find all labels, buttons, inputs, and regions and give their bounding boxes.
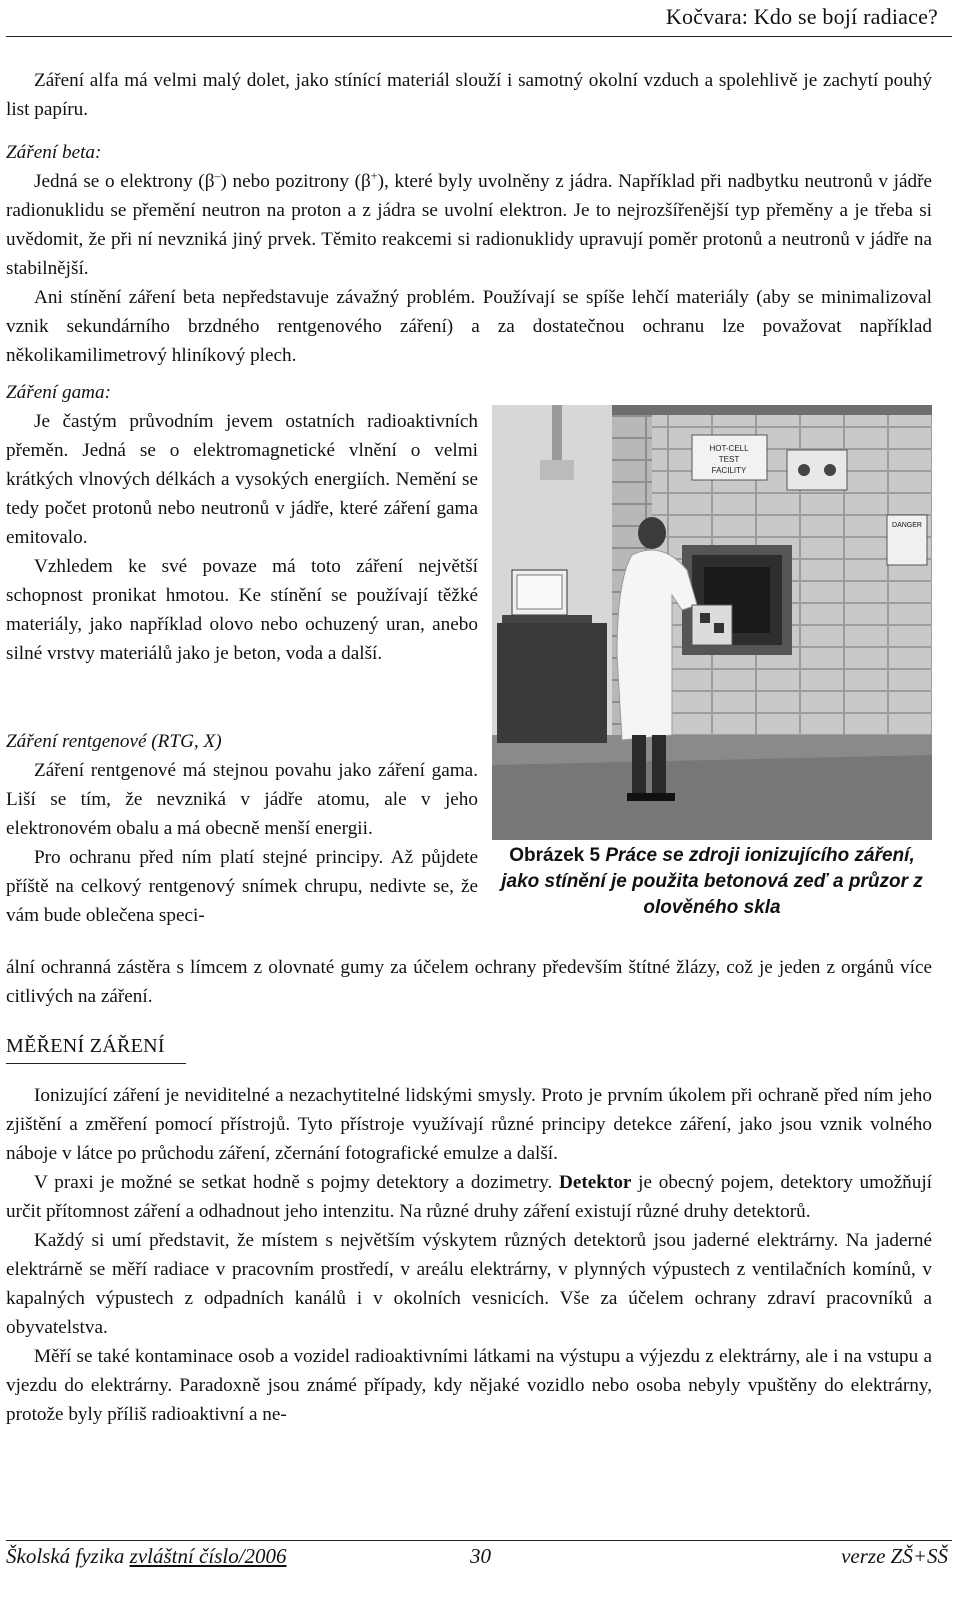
beta-p1-part3: ), které byly uvolněny z jádra. Například při nadbytku neutronů v jádře radionuklidu se přemění neutron na proton a z jádra se uvolní elektron. Je to nejrozšířenější typ přeměny a je třeba si uvědomit, že při ní nevzniká jiný prvek. Těmito reakcemi si radionuklidy upravují poměr protonů a neutronů v jádře na stabilnější. — [6, 171, 932, 279]
mereni-paragraph-1: Ionizující záření je neviditelné a nezachytitelné lidskými smysly. Proto je prvním úkolem při ochraně před ním jeho zjištění a změření pomocí přístrojů. Tyto přístroje využívají různé principy detekce záření, jako jsou vznik volného náboje v látce po průchodu záření, zčernání fotografické emulze a další. — [6, 1085, 932, 1164]
footer-issue: zvláštní číslo/2006 — [129, 1544, 287, 1568]
gama-section — [6, 378, 478, 668]
rtg-heading: Záření rentgenové (RTG, X) — [6, 731, 222, 752]
caption-label: Obrázek 5 — [509, 845, 601, 866]
beta-heading: Záření beta: — [6, 142, 102, 163]
rtg-paragraph-1: Záření rentgenové má stejnou povahu jako záření gama. Liší se tím, že nevzniká v jádře atomu, ale v jeho elektronovém obalu a má obecně menší energii. — [6, 760, 478, 839]
alpha-section — [6, 66, 932, 124]
page-number: 30 — [470, 1544, 491, 1568]
section-title-mereni: MĚŘENÍ ZÁŘENÍ — [6, 1035, 165, 1057]
sign-text: HOT-CELL — [709, 444, 749, 453]
header-divider — [6, 36, 952, 37]
beta-paragraph-2: Ani stínění záření beta nepředstavuje závažný problém. Používají se spíše lehčí materiály (aby se minimalizoval vznik sekundárního brzdného rentgenového záření) a za dostatečnou ochranu lze považovat například několikamilimetrový hliníkový plech. — [6, 287, 932, 366]
footer-divider — [6, 1540, 952, 1541]
beta-p1-part2: ) nebo pozitrony (β — [220, 171, 371, 192]
beta-minus-sup: – — [214, 168, 221, 183]
footer-version: verze ZŠ+SŠ — [841, 1544, 948, 1568]
svg-text:FACILITY: FACILITY — [711, 466, 747, 475]
svg-text:TEST: TEST — [718, 455, 740, 464]
gama-paragraph-2: Vzhledem ke své povaze má toto záření největší schopnost pronikat hmotou. Ke stínění se používají těžké materiály, jako například olovo nebo ochuzený uran, anebo silné vrstvy materiálů jako je beton, voda a další. — [6, 556, 478, 664]
caption-text: Práce se zdroji ionizujícího záření, jako stínění je použita betonová zeď a průzor z olověného skla — [501, 845, 923, 918]
mereni-paragraph-3: Každý si umí představit, že místem s největším výskytem různých detektorů jsou jaderné elektrárny. Na jaderné elektrárně se měří radiace v pracovním prostředí, v areálu elektrárny, v plynných výpustech z ventilačních komínů, v kapalných výpustech z odpadních kanálů i v okolních vesnicích. Vše za účelem ochrany zdraví pracovníků a obyvatelstva. — [6, 1230, 932, 1338]
rtg-paragraph-2b: ální ochranná zástěra s límcem z olovnaté gumy za účelem ochrany především štítné žlázy, což je jeden z orgánů více citlivých na záření. — [6, 957, 932, 1007]
mereni-paragraph-4: Měří se také kontaminace osob a vozidel radioaktivními látkami na výstupu a výjezdu z elektrárny, ale i na vstupu a vjezdu do elektrárny. Paradoxně jsou známé případy, kdy nějaké vozidlo nebo osoba nebyly vpuštěny do elektrárny, protože byly příliš radioaktivní a ne- — [6, 1346, 932, 1425]
beta-plus-sup: + — [370, 168, 378, 183]
mereni-p2-before: V praxi je možné se setkat hodně s pojmy detektory a dozimetry. — [34, 1172, 559, 1193]
mereni-p2-after: je obecný pojem, detektory umožňují určit přítomnost záření a odhadnout jeho intenzitu. Na různé druhy záření existují různé druhy detektorů. — [6, 1172, 932, 1222]
gama-heading: Záření gama: — [6, 382, 111, 403]
danger-sign-text: DANGER — [892, 522, 922, 529]
hot-cell-photo — [492, 405, 932, 840]
footer-journal-name: Školská fyzika — [6, 1544, 130, 1568]
section-title-underline — [6, 1063, 186, 1064]
mereni-paragraph-2 — [6, 1168, 932, 1226]
beta-p1-part1: Jedná se o elektrony (β — [34, 171, 215, 192]
gama-paragraph-1: Je častým průvodním jevem ostatních radioaktivních přeměn. Jedná se o elektromagnetické vlnění o velmi krátkých vlnových délkách a vysokých energiích. Nemění se tedy počet protonů nebo neutronů v jádře, které záření gama emitovalo. — [6, 411, 478, 548]
detektor-term: Detektor — [559, 1172, 632, 1193]
running-header: Kočvara: Kdo se bojí radiace? — [665, 4, 938, 29]
alpha-paragraph: Záření alfa má velmi malý dolet, jako stínící materiál slouží i samotný okolní vzduch a spolehlivě je zachytí pouhý list papíru. — [6, 70, 932, 120]
beta-paragraph-1 — [6, 167, 932, 283]
mereni-section — [6, 1081, 932, 1429]
beta-section — [6, 138, 932, 370]
rtg-continuation — [6, 953, 932, 1011]
photo-illustration — [492, 405, 932, 840]
rtg-paragraph-2a: Pro ochranu před ním platí stejné principy. Až půjdete příště na celkový rentgenový snímek chrupu, nedivte se, že vám bude oblečena speci- — [6, 847, 478, 926]
figure-caption — [492, 843, 932, 921]
footer-journal — [6, 1544, 287, 1569]
rtg-section — [6, 727, 478, 930]
